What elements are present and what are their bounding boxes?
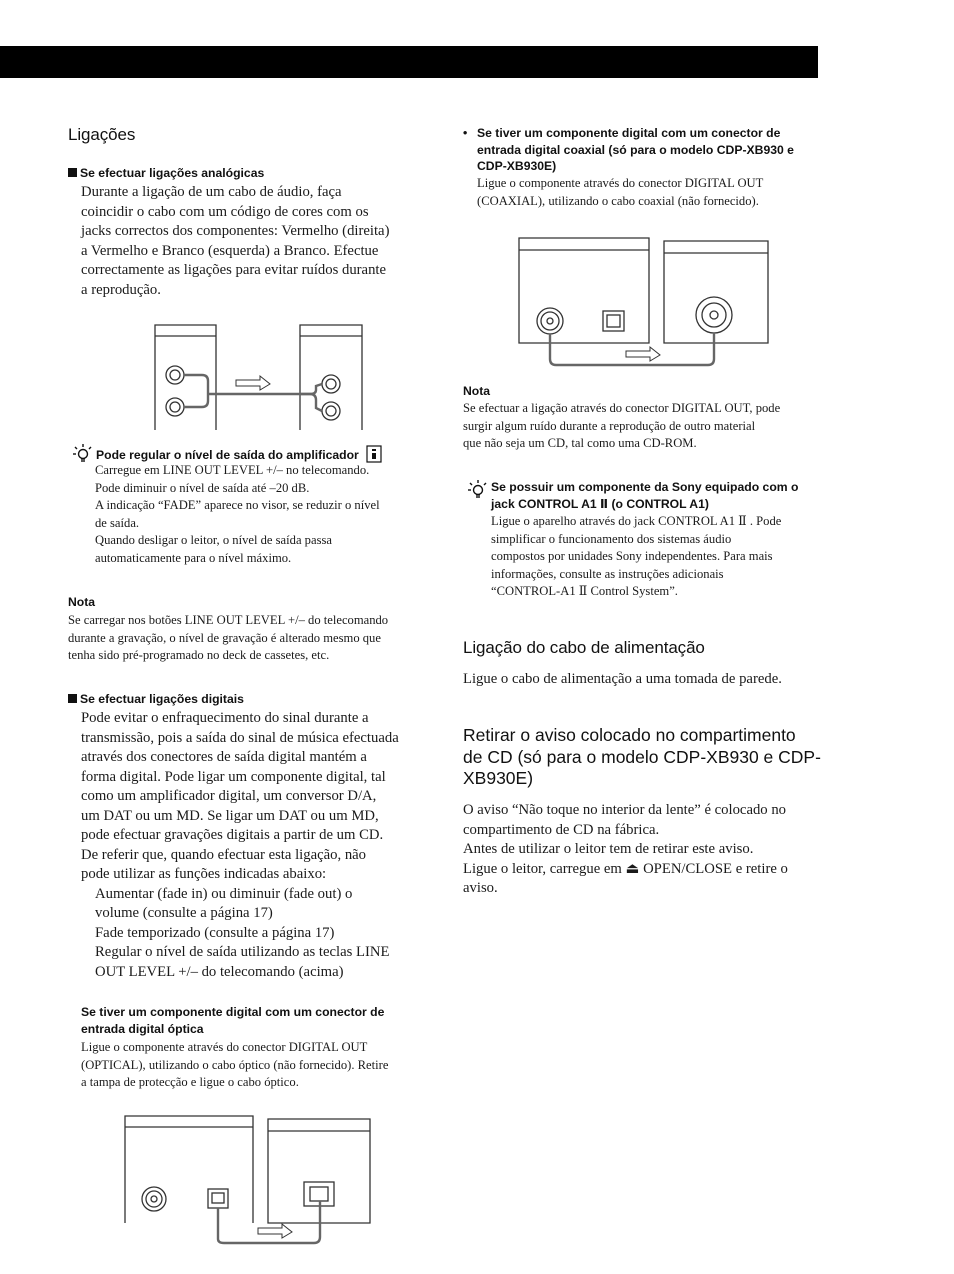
- note-text-right: Se efectuar a ligação através do conector DIGITAL OUT, pode surgir algum ruído durante a reprodução de outro material que não seja um CD, tal como uma CD-ROM.: [463, 401, 781, 450]
- note-text-left: Se carregar nos botões LINE OUT LEVEL +/– do telecomando durante a gravação, o nível de gravação é alterado mesmo que tenha sido pré-programado no deck de cassetes, etc.: [68, 613, 389, 662]
- note-heading-left: Nota: [68, 595, 96, 609]
- square-bullet-icon: [68, 694, 77, 703]
- analog-text: Durante a ligação de um cabo de áudio, faça coincidir o cabo com um código de cores com os jacks correctos dos componentes: Vermelho (direita) a Vermelho e Branco (esquerda) a Branco. Efectue correctamente as ligações para evitar ruídos durante a reprodução.: [81, 184, 390, 298]
- square-bullet-icon: [68, 168, 77, 177]
- section-title-ligacoes: Ligações: [68, 125, 136, 144]
- coaxial-text: Ligue o componente através do conector DIGITAL OUT (COAXIAL), utilizando o cabo coaxial (não fornecido).: [477, 176, 764, 208]
- tip-text-left: Carregue em LINE OUT LEVEL +/– no telecomando. Pode diminuir o nível de saída até –20 dB. A indicação “FADE” aparece no visor, se reduzir o nível de saída. Quando desligar o leitor, o nível de saída passa automaticamente para o nível máximo.: [95, 463, 380, 565]
- tip-lamp-icon: [72, 443, 92, 463]
- section-title-remove-notice: Retirar o aviso colocado no compartimento de CD (só para o modelo CDP-XB930 e CDP- XB930E): [463, 725, 821, 788]
- coaxial-heading: • Se tiver um componente digital com um conector de entrada digital coaxial (só para o modelo CDP-XB930 e CDP-XB930E): [463, 126, 794, 173]
- tip-heading-left: Pode regular o nível de saída do amplificador: [72, 443, 382, 464]
- note-heading-right: Nota: [463, 384, 491, 398]
- optical-connection-diagram: [124, 1115, 374, 1247]
- tip-heading-right: Se possuir um componente da Sony equipado com o jack CONTROL A1 Ⅱ (o CONTROL A1): [467, 479, 798, 512]
- analog-heading: Se efectuar ligações analógicas: [68, 165, 264, 182]
- analog-connection-diagram: [150, 320, 370, 432]
- tip-text-right: Ligue o aparelho através do jack CONTROL A1 Ⅱ . Pode simplificar o funcionamento dos sistemas áudio compostos por unidades Sony independentes. Para mais informações, consulte as instruções adicionais “CONTROL-A1 Ⅱ Control System”.: [491, 514, 782, 598]
- section-title-power: Ligação do cabo de alimentação: [463, 638, 705, 657]
- remote-icon: [366, 445, 382, 463]
- power-text: Ligue o cabo de alimentação a uma tomada de parede.: [463, 671, 782, 687]
- optical-text: Ligue o componente através do conector DIGITAL OUT (OPTICAL), utilizando o cabo óptico (não fornecido). Retire a tampa de protecção e ligue o cabo óptico.: [81, 1040, 389, 1089]
- tip-lamp-icon: [467, 479, 487, 499]
- coaxial-connection-diagram: [518, 237, 772, 369]
- optical-heading: Se tiver um componente digital com um conector de entrada digital óptica: [81, 1005, 385, 1036]
- digital-heading: Se efectuar ligações digitais: [68, 691, 244, 708]
- digital-text: Pode evitar o enfraquecimento do sinal durante a transmissão, pois a saída do sinal de música efectuada através dos conectores de saída digital mantém a forma digital. Pode ligar um componente digital, tal como um amplificador digital, um conversor D/A, um DAT ou um MD. Se ligar um DAT ou um MD, pode efectuar gravações digitais a partir de um CD. De referir que, quando efectuar esta ligação, não pode utilizar as funções indicadas abaixo: Aumentar (fade in) ou diminuir (fade out) o volume (consulte a página 17) Fade temporizado (consulte a página 17) Regular o nível de saída utilizando as teclas LINE OUT LEVEL +/– do telecomando (acima): [81, 710, 399, 980]
- header-bar: [0, 46, 818, 78]
- remove-notice-text: O aviso “Não toque no interior da lente” é colocado no compartimento de CD na fábrica. Antes de utilizar o leitor tem de retirar este aviso. Ligue o leitor, carregue em ⏏ OPEN/CLOSE e retire o aviso.: [463, 802, 788, 896]
